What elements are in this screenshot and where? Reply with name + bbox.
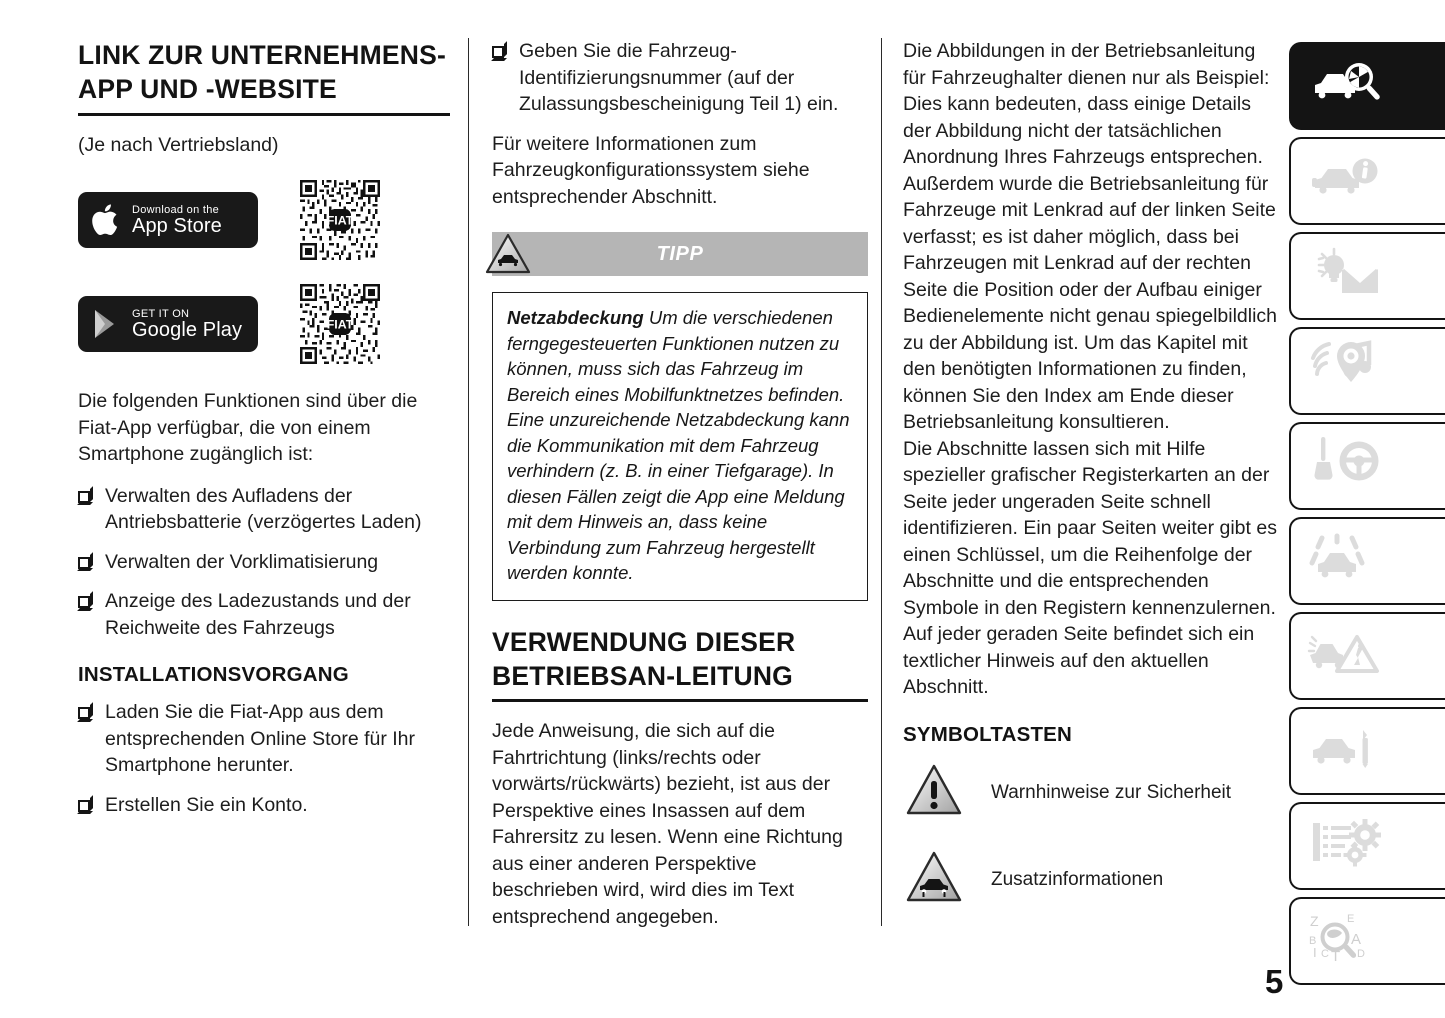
right-column (903, 38, 1281, 935)
car-wrench-icon (1307, 720, 1393, 783)
sidebar-item-emergency[interactable] (1289, 612, 1445, 700)
usage-heading-rule (492, 699, 868, 702)
list-item-label: Erstellen Sie ein Konto. (105, 793, 308, 816)
car-breakdown-triangle-icon (1307, 625, 1393, 688)
warning-triangle-car-icon (482, 229, 534, 284)
qr-code-icon (300, 180, 380, 260)
svg-text:B: B (1309, 934, 1317, 947)
svg-text:FIAT: FIAT (326, 317, 354, 332)
sidebar-item-driver-assistance[interactable] (1289, 517, 1445, 605)
list-item-label: Laden Sie die Fiat-App aus dem entsprechenden Online Store für Ihr Smartphone herunter. (105, 701, 416, 777)
tip-callout (492, 232, 868, 601)
app-features-intro: Die folgenden Funktionen sind über die Fiat-App verfügbar, die von einem Smartphone zugänglich ist: (78, 390, 418, 466)
left-column (78, 38, 450, 831)
svg-text:C: C (1321, 947, 1329, 960)
media-location-pin-icon (1307, 340, 1393, 403)
symbol-legend (903, 761, 1281, 911)
tip-body-text: Um die verschiedenen ferngegesteuerten Funktionen nutzen zu können, muss sich das Fahrzeug im Bereich eines Mobilfunktnetzes befinden. Eine unzureichende Netzabdeckung kann die Kommunikation mit dem Fahrzeug verhindern (z. B. in einer Tiefgarage). In diesen Fällen zeigt die App eine Meldung mit dem Hinweis an, dass keine Verbindung zum Fahrzeug hergestellt werden konnte. (507, 307, 850, 583)
sidebar-item-starting-driving[interactable] (1289, 422, 1445, 510)
svg-text:T: T (1331, 947, 1341, 965)
car-magnifier-icon (1307, 55, 1393, 118)
square-bullet-icon (78, 489, 93, 504)
sidebar-item-index[interactable] (1289, 897, 1445, 985)
legend-label: Warnhinweise zur Sicherheit (991, 781, 1232, 803)
usage-heading: VERWENDUNG DIESER BETRIEBSAN-LEITUNG (492, 626, 796, 691)
svg-text:FIAT: FIAT (326, 213, 354, 228)
square-bullet-icon (78, 798, 93, 813)
list-item (78, 792, 450, 819)
sidebar-item-maintenance-care[interactable] (1289, 707, 1445, 795)
app-store-row (78, 180, 450, 260)
sidebar-item-technical-specifications[interactable] (1289, 802, 1445, 890)
legend-row-info (903, 848, 1281, 911)
google-play-row (78, 284, 450, 364)
app-store-small-label: Download on the (132, 203, 220, 216)
car-lane-assist-icon (1307, 530, 1393, 593)
qr-code-icon (300, 284, 380, 364)
column-divider-1 (468, 38, 469, 926)
square-bullet-icon (78, 705, 93, 720)
app-store-badge[interactable] (78, 192, 258, 248)
tip-body-bold: Netzabdeckung (507, 307, 644, 328)
car-info-icon (1307, 150, 1393, 213)
google-play-badge[interactable] (78, 296, 258, 352)
app-features-list (78, 483, 450, 642)
svg-text:Z: Z (1310, 912, 1319, 929)
page-title: LINK ZUR UNTERNEHMENS-APP UND -WEBSITE (78, 40, 447, 105)
warning-triangle-car-icon (903, 848, 965, 911)
sidebar-item-warning-lights-messages[interactable] (1289, 232, 1445, 320)
apple-logo-icon (92, 202, 122, 238)
legend-row-warning (903, 761, 1281, 824)
app-store-large-label: App Store (132, 214, 222, 237)
illustrations-note: Die Abbildungen in der Betriebsanleitung für Fahrzeughalter dienen nur als Beispiel: Dies kann bedeuten, dass einige Details der Abbildung nicht der tatsächlichen Anordnung Ihres Fahrzeugs entsprechen. Außerdem wurde die Betriebsanleitung für Fahrzeuge mit Lenkrad auf der linken Seite verfasst; es ist daher möglich, dass bei Fahrzeugen mit Lenkrad auf der rechten Seite die Position oder der Aufbau einiger Bedienelemente nicht genau spiegelbildlich zu der Abbildung ist. Um das Kapitel mit den benötigten Informationen zu finden, können Sie den Index am Ende dieser Betriebsanleitung konsultieren. (903, 40, 1278, 433)
list-item (78, 588, 450, 641)
svg-text:I: I (1313, 944, 1317, 960)
google-play-large-label: Google Play (132, 318, 243, 341)
list-item-label: Verwalten der Vorklimatisierung (105, 550, 379, 573)
page-number: 5 (1265, 963, 1284, 1000)
section-tabs (1289, 42, 1445, 992)
list-item (492, 38, 868, 118)
column-divider-2 (881, 38, 882, 926)
square-bullet-icon (492, 44, 507, 59)
specs-gears-icon (1307, 815, 1393, 878)
google-play-small-label: GET IT ON (132, 307, 190, 320)
install-steps-list (78, 699, 450, 818)
google-play-logo-icon (92, 308, 122, 340)
sidebar-item-infotainment-navigation[interactable] (1289, 327, 1445, 415)
gearshift-steering-wheel-icon (1307, 435, 1393, 498)
list-item (78, 549, 450, 576)
title-rule (78, 113, 450, 116)
index-magnifier-letters-icon (1307, 910, 1393, 973)
warning-triangle-exclamation-icon (903, 761, 965, 824)
square-bullet-icon (78, 594, 93, 609)
legend-label: Zusatzinformationen (991, 868, 1164, 890)
install-heading: INSTALLATIONSVORGANG (78, 663, 349, 687)
lamp-envelope-icon (1307, 245, 1393, 308)
subtitle: (Je nach Vertriebsland) (78, 133, 279, 156)
sidebar-item-dashboard-info[interactable] (1289, 137, 1445, 225)
tabs-note: Die Abschnitte lassen sich mit Hilfe spezieller grafischer Registerkarten an der Seite jeder ungeraden Seite schnell identifizieren. Ein paar Seiten weiter gibt es einen Schlüssel, um die Reihenfolge der Abschnitte und die entsprechenden Symbole in den Registern kennenzulernen. Auf jeder geraden Seite befindet sich ein textlicher Hinweis auf den aktuellen Abschnitt. (903, 437, 1277, 698)
square-bullet-icon (78, 555, 93, 570)
store-badges (78, 180, 450, 364)
tip-body (492, 292, 868, 601)
middle-column (492, 38, 868, 945)
svg-text:A: A (1351, 930, 1362, 948)
svg-text:D: D (1357, 947, 1365, 960)
usage-paragraph: Jede Anweisung, die sich auf die Fahrtrichtung (links/rechts oder vorwärts/rückwärts) bezieht, ist aus der Perspektive eines Insassen auf dem Fahrersitz zu lesen. Wenn eine Richtung aus einer anderen Perspektive beschrieben wird, wird dies im Text entsprechend angegeben. (492, 720, 843, 928)
config-system-note: Für weitere Informationen zum Fahrzeugkonfigurationssystem siehe entsprechender Abschnitt. (492, 132, 810, 208)
list-item (78, 483, 450, 536)
sidebar-item-vehicle-overview[interactable] (1289, 42, 1445, 130)
list-item-label: Verwalten des Aufladens der Antriebsbatterie (verzögertes Laden) (105, 484, 422, 534)
list-item-label: Anzeige des Ladezustands und der Reichweite des Fahrzeugs (105, 590, 411, 639)
app-store-qr-code[interactable] (300, 180, 380, 260)
tip-title: TIPP (656, 242, 704, 265)
install-steps-continued (492, 38, 868, 118)
google-play-qr-code[interactable] (300, 284, 380, 364)
svg-text:E: E (1347, 912, 1355, 925)
tip-header (492, 232, 868, 276)
list-item (78, 699, 450, 779)
list-item-label: Geben Sie die Fahrzeug-Identifizierungsnummer (auf der Zulassungsbescheinigung Teil 1) ein. (519, 40, 839, 115)
symbols-heading: SYMBOLTASTEN (903, 722, 1073, 746)
